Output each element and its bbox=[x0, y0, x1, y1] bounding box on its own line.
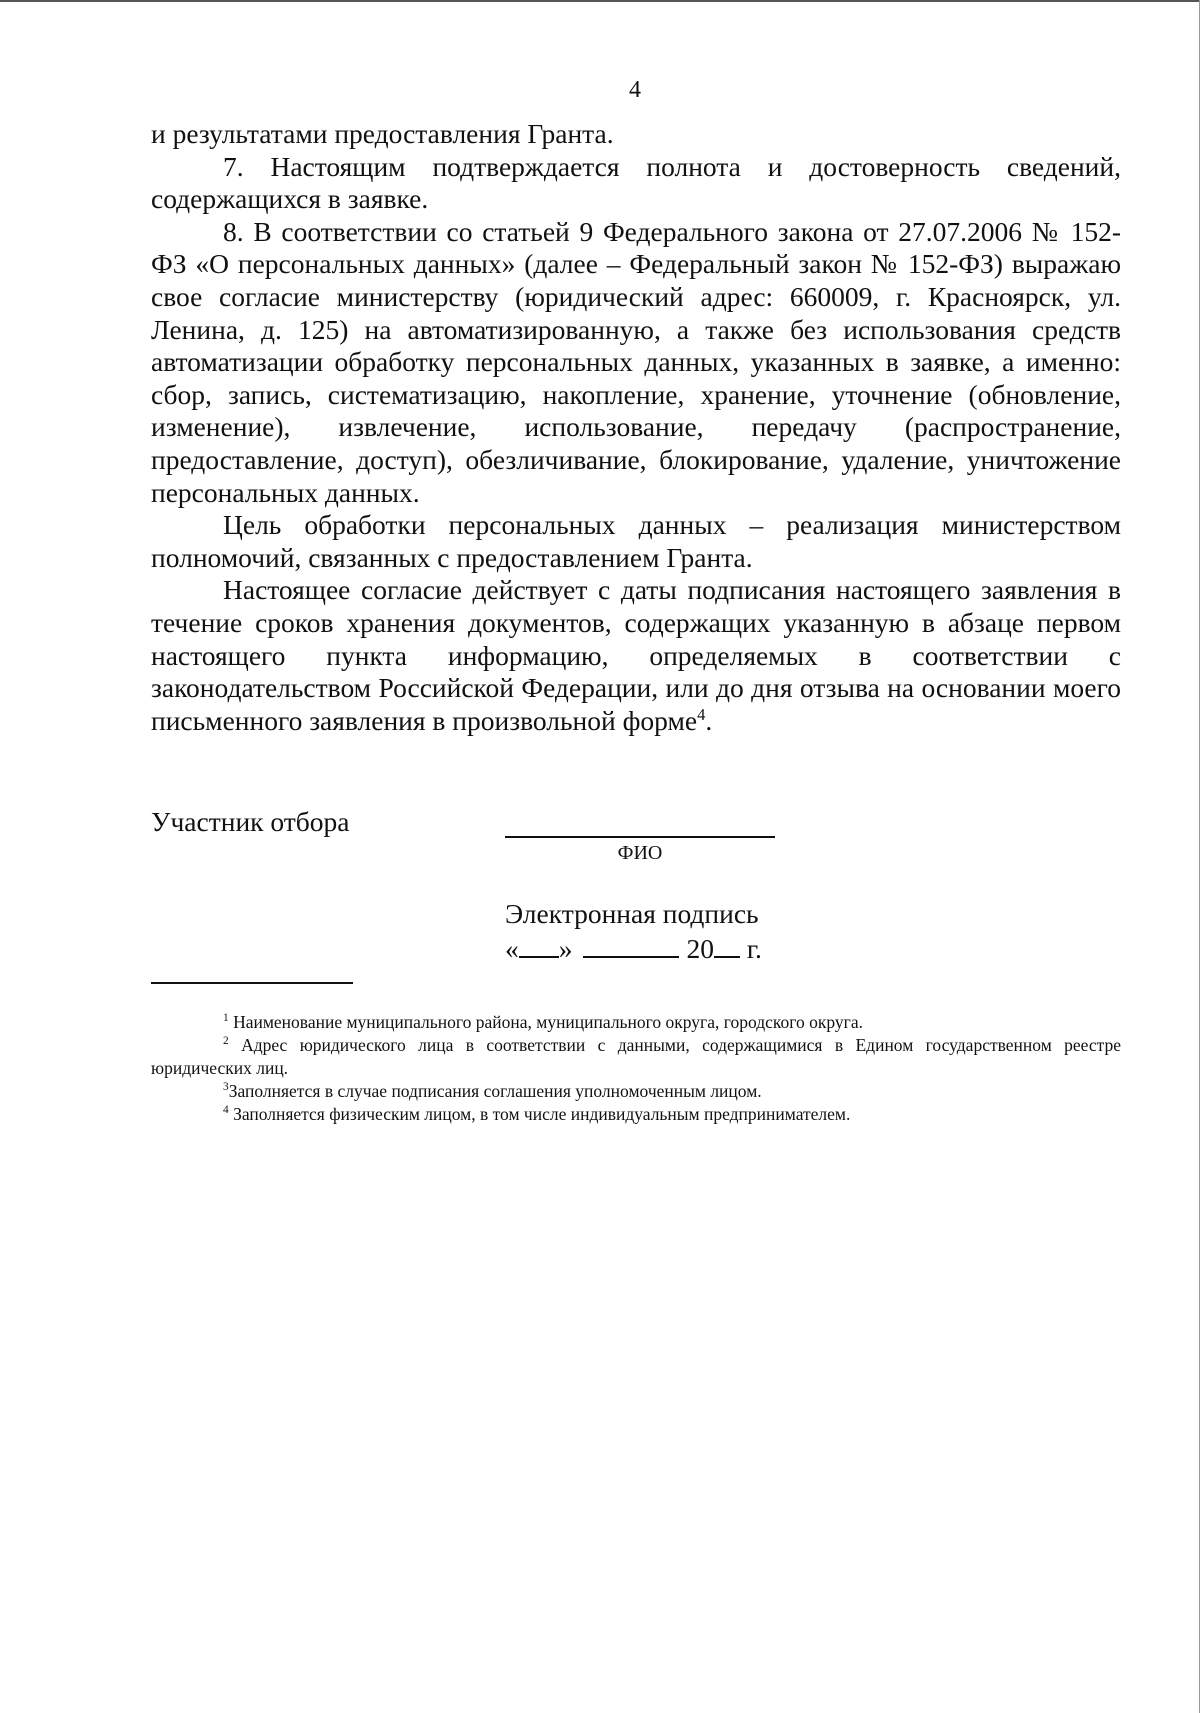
date-open-quote: « bbox=[505, 933, 519, 964]
signature-date-row bbox=[505, 932, 762, 966]
footnote bbox=[151, 1080, 1121, 1103]
paragraph-end-period: . bbox=[705, 704, 713, 736]
fio-caption: ФИО bbox=[617, 842, 663, 864]
date-year-prefix: 20 bbox=[686, 933, 714, 964]
footnote-number: 4 bbox=[223, 1104, 229, 1117]
paragraph-consent-validity bbox=[151, 574, 1121, 737]
electronic-signature-label: Электронная подпись bbox=[505, 898, 759, 929]
footnote-number: 1 bbox=[223, 1012, 229, 1025]
footnote bbox=[151, 1103, 1121, 1126]
footnote-text: Наименование муниципального района, муниципального округа, городского округа. bbox=[233, 1012, 863, 1032]
footnote-text: Заполняется физическим лицом, в том числе индивидуальным предпринимателем. bbox=[233, 1104, 851, 1124]
fio-signature-line bbox=[505, 836, 775, 838]
footnote-separator bbox=[151, 982, 353, 984]
participant-label: Участник отбора bbox=[151, 806, 350, 837]
footnote-number: 2 bbox=[223, 1035, 229, 1048]
date-month-blank bbox=[583, 932, 679, 958]
footnote-number: 3 bbox=[223, 1081, 229, 1094]
page-number: 4 bbox=[629, 77, 641, 103]
date-year-blank bbox=[714, 932, 740, 958]
footnote-ref-4: 4 bbox=[697, 704, 706, 724]
footnote-text: Заполняется в случае подписания соглашения уполномоченным лицом. bbox=[228, 1081, 762, 1101]
scan-edge-top bbox=[0, 0, 1200, 2]
footnote bbox=[151, 1034, 1121, 1080]
paragraph-consent-validity-text: Настоящее согласие действует с даты подписания настоящего заявления в течение сроков хранения документов, содержащих указанную в абзаце первом настоящего пункта информацию, определяемых в соответствии с законодательством Российской Федерации, или до дня отзыва на основании моего письменного заявления в произвольной форме bbox=[151, 574, 1121, 736]
date-close-quote: » bbox=[558, 933, 573, 964]
paragraph-purpose: Цель обработки персональных данных – реализация министерством полномочий, связанных с предоставлением Гранта. bbox=[151, 509, 1121, 573]
date-year-suffix: г. bbox=[746, 933, 762, 964]
paragraph-continuation: и результатами предоставления Гранта. bbox=[151, 118, 614, 149]
paragraph-item-8: 8. В соответствии со статьей 9 Федерального закона от 27.07.2006 № 152-ФЗ «О персональных данных» (далее – Федеральный закон № 152-ФЗ) выражаю свое согласие министерству (юридический адрес: 660009, г. Красноярск, ул. Ленина, д. 125) на автоматизированную, а также без использования средств автоматизации обработку персональных данных, указанных в заявке, а именно: сбор, запись, систематизацию, накопление, хранение, уточнение (обновление, изменение), извлечение, использование, передачу (распространение, предоставление, доступ), обезличивание, блокирование, удаление, уничтожение персональных данных. bbox=[151, 215, 1121, 508]
footnotes bbox=[151, 1011, 1121, 1126]
paragraph-item-7: 7. Настоящим подтверждается полнота и достоверность сведений, содержащихся в заявке. bbox=[151, 150, 1121, 215]
body-text bbox=[151, 118, 1121, 737]
footnote bbox=[151, 1011, 1121, 1034]
footnote-text: Адрес юридического лица в соответствии с данными, содержащимися в Едином государственном реестре юридических лиц. bbox=[151, 1035, 1121, 1078]
date-day-blank bbox=[519, 932, 559, 958]
